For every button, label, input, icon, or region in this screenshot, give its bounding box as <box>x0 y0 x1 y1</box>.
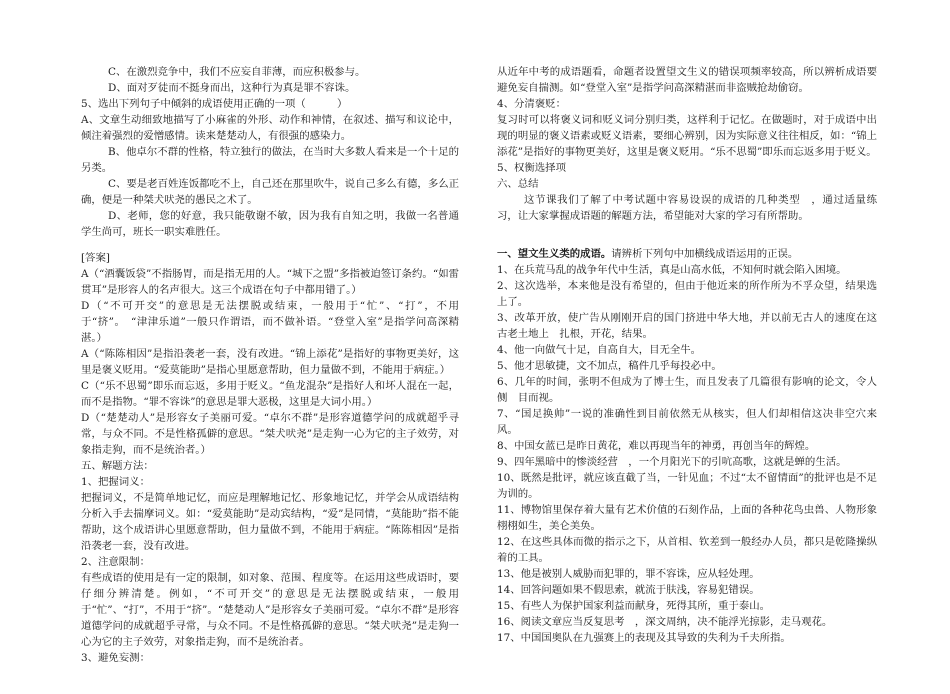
text-paragraph: B、他卓尔不群的性格，特立独行的做法，在当时大多数人看来是一个十足的另类。 <box>81 146 459 174</box>
text-paragraph: 3、避免妄测： <box>81 652 150 664</box>
text-paragraph: D（“不可开交”的意思是无法摆脱或结束，一般用于“忙”、“打”，不用于“挤”。 “津津乐道”一般只作谓语，而不做补语。“登堂入室”是指学问高深精湛。） <box>81 300 459 344</box>
text-paragraph: [答案] <box>81 252 110 264</box>
text-paragraph: A、文章生动细致地描写了小麻雀的外形、动作和神情，在叙述、描写和议论中，倾注着强烈的爱憎感情。读来楚楚动人，有很强的感染力。 <box>81 114 459 142</box>
text-paragraph: 1、把握词义： <box>81 476 150 488</box>
text-paragraph: C（“乐不思蜀”即乐而忘返，多用于贬义。“鱼龙混杂”是指好人和坏人混在一起，而不是指物。“罪不容诛”的意思是罪大恶极，这里是大词小用。） <box>81 380 459 408</box>
text-paragraph: 5、选出下列句子中倾斜的成语使用正确的一项（ ） <box>81 98 348 110</box>
text-paragraph: 2、注意限制： <box>81 556 150 568</box>
exercise-item: 12、在这些具体而微的指示之下，从首相、钦差到一般经办人员，都只是乾隆操纵着的工具。 <box>497 536 877 564</box>
text-paragraph: 五、解题方法： <box>81 460 154 472</box>
exercise-item: 6、几年的时间，张明不但成为了博士生，而且发表了几篇很有影响的论文，令人侧 目而视。 <box>497 376 877 404</box>
exercise-item: 10、既然是批评，就应该直截了当，一针见血；不过“太不留情面”的批评也是不足为训的。 <box>497 472 877 500</box>
exercise-item: 16、阅读文章应当反复思考 ，深文周纳，决不能浮光掠影，走马观花。 <box>497 616 833 628</box>
text-paragraph: C、在激烈竞争中，我们不应妄自菲薄，而应积极参与。 <box>108 66 366 78</box>
text-paragraph: C、要是老百姓连饭都吃不上，自己还在那里吹牛，说自己多么有德，多么正确，便是一种桀犬吠尧的愚民之术了。 <box>81 178 459 206</box>
section-heading: 一、望文生义类的成语。请辨析下列句中加横线成语运用的正误。 <box>497 248 799 260</box>
text-paragraph: D、老师，您的好意，我只能敬谢不敏，因为我有自知之明，我做一名普通学生尚可，班长一职实难胜任。 <box>81 210 459 238</box>
exercise-item: 15、有些人为保护国家利益而献身，死得其所，重于泰山。 <box>497 600 770 612</box>
exercise-item: 14、回答问题如果不假思索，就流于肤浅，容易犯错误。 <box>497 584 760 596</box>
exercise-item: 13、他是被别人威胁而犯罪的，罪不容诛，应从轻处理。 <box>497 568 760 580</box>
text-paragraph: 从近年中考的成语题看，命题者设置望文生义的错误项频率较高，所以辨析成语要避免妄自揣测。如“登堂入室”是指学问高深精湛而非盗贼抢劫偷窃。 <box>497 66 877 94</box>
text-paragraph: A（“陈陈相因”是指沿袭老一套，没有改进。“锦上添花”是指好的事物更美好，这里是褒义贬用。“爱莫能助”是指心里愿意帮助，但力量做不到，不能用于病症。） <box>81 348 459 376</box>
exercise-item: 5、他才思敏捷，文不加点，稿件几乎每投必中。 <box>497 360 722 372</box>
text-paragraph: 这节课我们了解了中考试题中容易设误的成语的几种类型 ，通过适量练习，让大家掌握成语题的解题方法，希望能对大家的学习有所帮助。 <box>497 194 877 222</box>
text-paragraph: 4、分清褒贬： <box>497 98 566 110</box>
text-paragraph: D（“楚楚动人”是形容女子美丽可爱。“卓尔不群”是形容道德学问的成就超乎寻常，与众不同。不是性格孤僻的意思。“桀犬吠尧”是走狗一心为它的主子效劳，对象指走狗，而不是统治者。） <box>81 412 459 456</box>
text-paragraph: 5、权衡选择项 <box>497 162 566 174</box>
exercise-item: 4、他一向做气十足，自高自大，目无全牛。 <box>497 344 702 356</box>
text-paragraph: 把握词义，不是简单地记忆，而应是理解地记忆、形象地记忆，并学会从成语结构分析入手去揣摩词义。如：“爱莫能助”是动宾结构，“爱”是同情，“莫能助”指不能帮助，这个成语讲心里愿意帮助，但力量做不到，不能用于病症。“陈陈相因”是指沿袭老一套，没有改进。 <box>81 492 459 552</box>
exercise-item: 9、四年黑暗中的惨淡经营 ，一个月阳光下的引吭高歌，这就是蝉的生活。 <box>497 456 847 468</box>
exercise-item: 7、“国足换帅”一说的准确性到目前依然无从核实，但人们却相信这决非空穴来风。 <box>497 408 877 436</box>
text-paragraph: 六、总结 <box>497 178 539 190</box>
exercise-item: 11、博物馆里保存着大量有艺术价值的石刻作品，上面的各种花鸟虫兽、人物形象栩栩如生，美仑美奂。 <box>497 504 877 532</box>
exercise-item: 2、这次选举，本来他是没有希望的，但由于他近来的所作所为不孚众望，结果选上了。 <box>497 280 877 308</box>
spacer <box>81 240 459 250</box>
text-paragraph: 有些成语的使用是有一定的限制，如对象、范围、程度等。在运用这些成语时，要仔细分辨清楚。例如，“不可开交”的意思是无法摆脱或结束，一般用于“忙”、“打”，不用于“挤”。“楚楚动人”是形容女子美丽可爱。“卓尔不群”是形容道德学问的成就超乎寻常，与众不同。不是性格孤僻的意思。“桀犬吠尧”是走狗一心为它的主子效劳，对象指走狗，而不是统治者。 <box>81 572 459 648</box>
exercise-item: 1、在兵荒马乱的战争年代中生活，真是山高水低，不知何时就会陷入困境。 <box>497 264 847 276</box>
left-column <box>81 64 459 666</box>
text-paragraph: 复习时可以将褒义词和贬义词分别归类，这样利于记忆。在做题时，对于成语中出现的明显的褒义语素或贬义语素，要细心辨别，因为实际意义往往相反，如：“锦上添花”是指好的事物更美好，这里是褒义贬用。“乐不思蜀”即乐而忘返多用于贬义。 <box>497 114 877 158</box>
text-paragraph: A（“酒囊饭袋”不指肠胃，而是指无用的人。“城下之盟”多指被迫签订条约。“如雷贯耳”是形容人的名声很大。这三个成语在句子中都用错了。） <box>81 268 459 296</box>
exercise-item: 17、中国国奥队在九强赛上的表现及其导致的失利为千夫所指。 <box>497 632 791 644</box>
text-paragraph: D、面对歹徒而不挺身而出，这种行为真是罪不容诛。 <box>108 82 356 94</box>
right-column <box>497 64 877 646</box>
exercise-item: 3、改革开放，使广告从刚刚开启的国门挤进中华大地，并以前无古人的速度在这古老土地上 扎根，开花，结果。 <box>497 312 877 340</box>
exercise-item: 8、中国女蓝已是昨日黄花，难以再现当年的神勇，再创当年的辉煌。 <box>497 440 816 452</box>
